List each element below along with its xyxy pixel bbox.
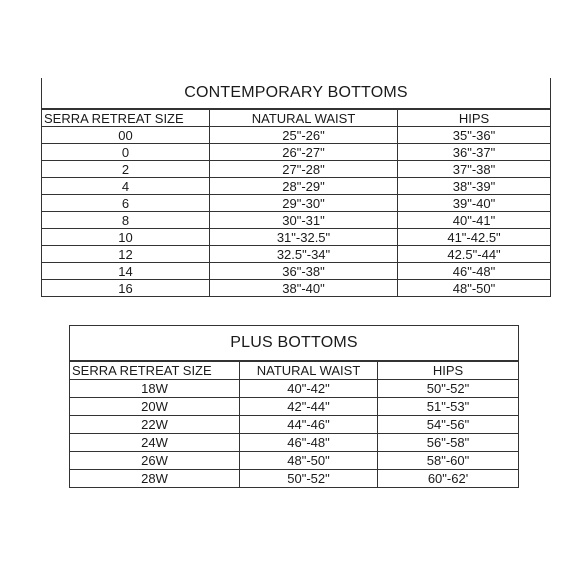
- size-cell: 28W: [70, 470, 240, 488]
- waist-cell: 50"-52": [240, 470, 378, 488]
- table-title-row: [42, 78, 551, 109]
- table-header-row: [70, 361, 519, 380]
- hips-cell: 58"-60": [378, 452, 519, 470]
- table-row: [70, 434, 519, 452]
- waist-cell: 27"-28": [210, 161, 398, 178]
- waist-cell: 36"-38": [210, 263, 398, 280]
- table-row: [42, 212, 551, 229]
- column-header-size: SERRA RETREAT SIZE: [42, 109, 210, 127]
- column-header-size: SERRA RETREAT SIZE: [70, 361, 240, 380]
- hips-cell: 40"-41": [398, 212, 551, 229]
- table-row: [70, 416, 519, 434]
- hips-cell: 54"-56": [378, 416, 519, 434]
- table-row: [70, 470, 519, 488]
- waist-cell: 32.5"-34": [210, 246, 398, 263]
- table-row: [42, 161, 551, 178]
- size-cell: 2: [42, 161, 210, 178]
- size-cell: 24W: [70, 434, 240, 452]
- hips-cell: 36"-37": [398, 144, 551, 161]
- table-title: PLUS BOTTOMS: [70, 326, 519, 362]
- hips-cell: 50"-52": [378, 380, 519, 398]
- size-cell: 10: [42, 229, 210, 246]
- waist-cell: 25"-26": [210, 127, 398, 144]
- waist-cell: 40"-42": [240, 380, 378, 398]
- hips-cell: 41"-42.5": [398, 229, 551, 246]
- waist-cell: 28"-29": [210, 178, 398, 195]
- waist-cell: 46"-48": [240, 434, 378, 452]
- table-title: CONTEMPORARY BOTTOMS: [42, 78, 551, 109]
- table-row: [42, 246, 551, 263]
- size-cell: 4: [42, 178, 210, 195]
- hips-cell: 51"-53": [378, 398, 519, 416]
- table-row: [70, 398, 519, 416]
- size-cell: 16: [42, 280, 210, 297]
- table-row: [42, 195, 551, 212]
- hips-cell: 56"-58": [378, 434, 519, 452]
- hips-cell: 46"-48": [398, 263, 551, 280]
- column-header-hips: HIPS: [398, 109, 551, 127]
- hips-cell: 37"-38": [398, 161, 551, 178]
- table-title-row: [70, 326, 519, 362]
- hips-cell: 38"-39": [398, 178, 551, 195]
- table-row: [42, 263, 551, 280]
- hips-cell: 60"-62': [378, 470, 519, 488]
- size-cell: 00: [42, 127, 210, 144]
- waist-cell: 31"-32.5": [210, 229, 398, 246]
- waist-cell: 30"-31": [210, 212, 398, 229]
- size-cell: 20W: [70, 398, 240, 416]
- contemporary-bottoms-table: [41, 78, 551, 297]
- size-cell: 6: [42, 195, 210, 212]
- contemporary-table-body: [42, 78, 551, 297]
- table-row: [42, 280, 551, 297]
- table-row: [70, 452, 519, 470]
- size-cell: 18W: [70, 380, 240, 398]
- table-row: [42, 178, 551, 195]
- plus-table-body: [70, 326, 519, 488]
- size-cell: 0: [42, 144, 210, 161]
- size-cell: 12: [42, 246, 210, 263]
- table-row: [42, 127, 551, 144]
- size-cell: 8: [42, 212, 210, 229]
- waist-cell: 44"-46": [240, 416, 378, 434]
- table-header-row: [42, 109, 551, 127]
- size-cell: 14: [42, 263, 210, 280]
- hips-cell: 39"-40": [398, 195, 551, 212]
- hips-cell: 48"-50": [398, 280, 551, 297]
- size-cell: 26W: [70, 452, 240, 470]
- waist-cell: 42"-44": [240, 398, 378, 416]
- column-header-hips: HIPS: [378, 361, 519, 380]
- waist-cell: 26"-27": [210, 144, 398, 161]
- table-row: [70, 380, 519, 398]
- waist-cell: 38"-40": [210, 280, 398, 297]
- plus-bottoms-table: [69, 325, 519, 488]
- waist-cell: 29"-30": [210, 195, 398, 212]
- table-row: [42, 144, 551, 161]
- table-row: [42, 229, 551, 246]
- hips-cell: 42.5"-44": [398, 246, 551, 263]
- size-cell: 22W: [70, 416, 240, 434]
- column-header-waist: NATURAL WAIST: [210, 109, 398, 127]
- waist-cell: 48"-50": [240, 452, 378, 470]
- hips-cell: 35"-36": [398, 127, 551, 144]
- column-header-waist: NATURAL WAIST: [240, 361, 378, 380]
